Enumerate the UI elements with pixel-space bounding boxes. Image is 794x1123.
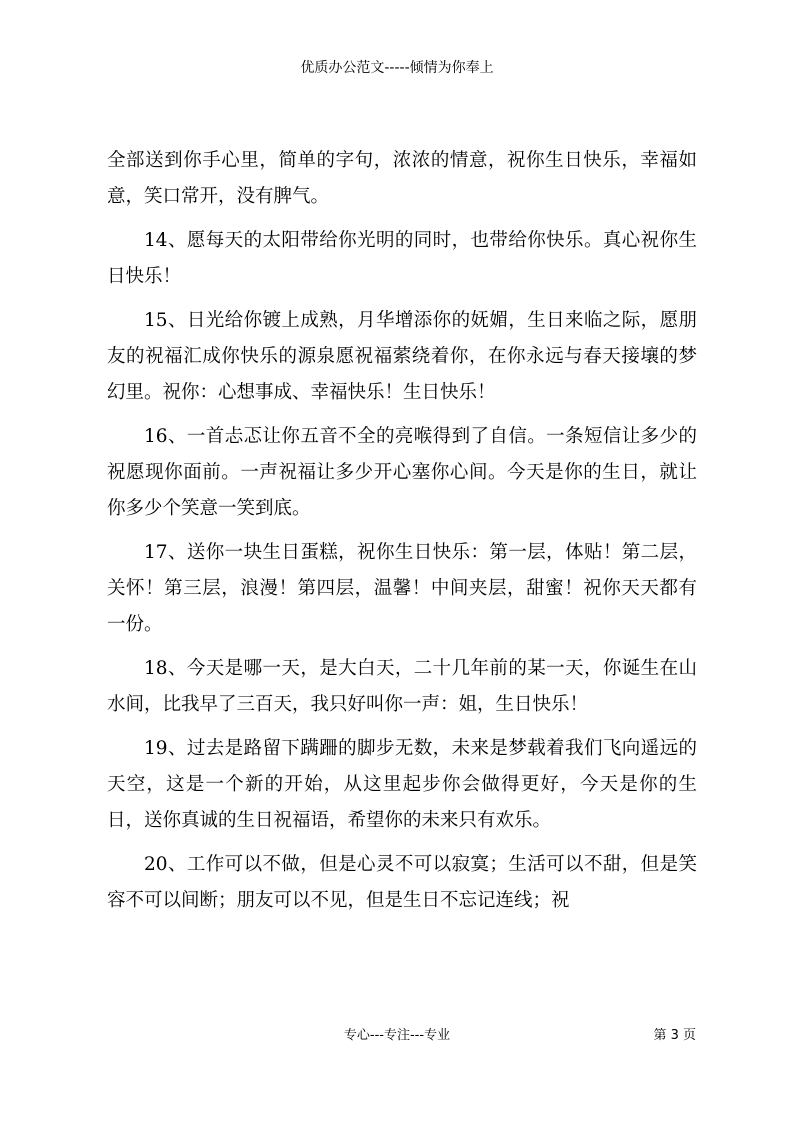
page-header: 优质办公范文-----倾情为你奉上 (300, 60, 494, 76)
paragraph-20: 20、工作可以不做，但是心灵不可以寂寞；生活可以不甜，但是笑容不可以间断；朋友可以不见，但是生日不忘记连线；祝 (107, 854, 697, 911)
paragraph-17: 17、送你一块生日蛋糕，祝你生日快乐：第一层，体贴！第二层，关怀！第三层，浪漫！第四层，温馨！中间夹层，甜蜜！祝你天天都有一份。 (107, 542, 697, 635)
page-number: 第 3 页 (653, 1028, 696, 1043)
paragraph-14: 14、愿每天的太阳带给你光明的同时，也带给你快乐。真心祝你生日快乐！ (107, 230, 697, 287)
paragraph-15: 15、日光给你镀上成熟，月华增添你的妩媚，生日来临之际，愿朋友的祝福汇成你快乐的源泉愿祝福萦绕着你，在你永远与春天接壤的梦幻里。祝你：心想事成、幸福快乐！生日快乐！ (107, 310, 697, 403)
document-body (107, 143, 697, 927)
page-footer (0, 1026, 794, 1046)
footer-slogan: 专心---专注---专业 (343, 1028, 451, 1043)
paragraph-19: 19、过去是路留下蹒跚的脚步无数，未来是梦载着我们飞向遥远的天空，这是一个新的开始，从这里起步你会做得更好，今天是你的生日，送你真诚的生日祝福语，希望你的未来只有欢乐。 (107, 738, 697, 831)
paragraph-18: 18、今天是哪一天，是大白天，二十几年前的某一天，你诞生在山水间，比我早了三百天，我只好叫你一声：姐，生日快乐！ (107, 658, 697, 715)
paragraph-16: 16、一首忐忑让你五音不全的亮喉得到了自信。一条短信让多少的祝愿现你面前。一声祝福让多少开心塞你心间。今天是你的生日，就让你多少个笑意一笑到底。 (107, 426, 697, 519)
paragraph-continuation: 全部送到你手心里，简单的字句，浓浓的情意，祝你生日快乐，幸福如意，笑口常开，没有脾气。 (107, 150, 697, 207)
